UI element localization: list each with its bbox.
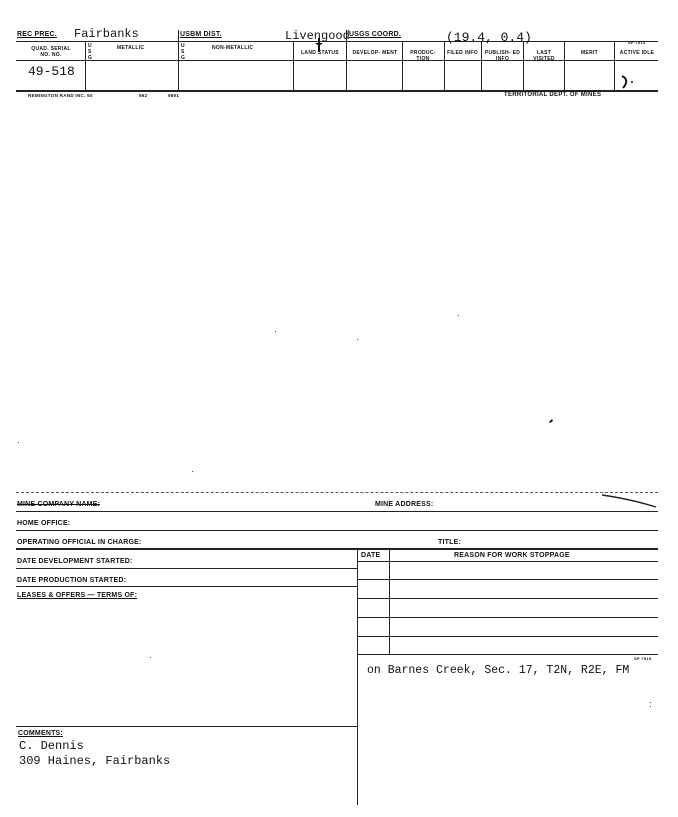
divider-last	[564, 41, 565, 90]
divider-merit	[614, 41, 615, 90]
col-active-idle: ACTIVE IDLE	[619, 50, 655, 56]
department-name: TERRITORIAL DEPT. OF MINES	[504, 92, 602, 98]
serial-number: 49-518	[28, 64, 75, 79]
divider-usbm	[178, 30, 179, 90]
home-office-label: HOME OFFICE:	[17, 520, 71, 527]
col-nonmetallic: NON-METALLIC	[212, 45, 254, 51]
col-development: DEVELOP- MENT	[352, 50, 398, 56]
date-column-divider	[389, 549, 390, 654]
dev-started-label: DATE DEVELOPMENT STARTED:	[17, 558, 133, 565]
col-published-info: PUBLISH- ED INFO	[484, 50, 521, 62]
col-metallic: METALLIC	[117, 45, 145, 51]
divider-filed	[481, 41, 482, 90]
rule-table-3	[357, 617, 658, 618]
col-quad-serial: QUAD. SERIAL NO. NO.	[31, 46, 71, 58]
rule-dev	[16, 568, 357, 569]
divider-land	[293, 41, 294, 90]
speck	[357, 339, 358, 340]
location-text: on Barnes Creek, Sec. 17, T2N, R2E, FM	[367, 664, 630, 677]
printer-mark: REMINGTON RAND INC. 50	[28, 93, 93, 98]
rule-official	[16, 548, 658, 550]
printer-code-1: 562	[139, 93, 148, 98]
speck	[650, 702, 651, 703]
rec-prec-label: REC PREC.	[17, 31, 57, 38]
col-usg-nonmetallic: U S G	[181, 43, 186, 61]
rule-comments	[16, 726, 357, 727]
reason-column-header: REASON FOR WORK STOPPAGE	[454, 552, 570, 559]
col-filed-info: FILED INFO	[447, 50, 478, 56]
divider-pub	[523, 41, 524, 90]
ink-blot	[548, 418, 554, 424]
prod-started-label: DATE PRODUCTION STARTED:	[17, 577, 127, 584]
usbm-dist-label: USBM DIST.	[180, 31, 222, 38]
speck	[458, 315, 459, 316]
date-column-header: DATE	[361, 552, 381, 559]
printer-code-2: 5601	[168, 93, 180, 98]
corner-curl-icon	[600, 491, 660, 509]
comments-label: COMMENTS:	[18, 730, 63, 737]
speck	[192, 471, 193, 472]
rec-prec-value: Fairbanks	[74, 27, 139, 41]
mine-address-label: MINE ADDRESS:	[375, 501, 434, 508]
active-idle-mark-icon	[618, 74, 638, 90]
col-merit: MERIT	[580, 50, 599, 56]
rule-table-4	[357, 636, 658, 637]
comment-line-1: C. Dennis	[19, 739, 84, 753]
rule-company	[16, 511, 658, 512]
pin-mark-icon	[313, 38, 325, 54]
leases-label: LEASES & OFFERS — TERMS OF:	[17, 592, 138, 599]
col-usg-metallic: U S G	[88, 43, 93, 61]
speck	[650, 706, 651, 707]
rule-table-2	[357, 598, 658, 599]
rule-home	[16, 530, 658, 531]
operating-official-label: OPERATING OFFICIAL IN CHARGE:	[17, 539, 142, 546]
comment-line-2: 309 Haines, Fairbanks	[19, 754, 171, 768]
col-production: PRODUC- TION	[410, 50, 436, 62]
form-number-top: SP 7514	[628, 40, 646, 45]
rule-prod	[16, 586, 357, 587]
divider-dev	[402, 41, 403, 90]
usgs-coord-value: (19.4, 0.4)	[446, 30, 532, 45]
rule-table-5	[357, 654, 658, 655]
speck	[18, 442, 19, 443]
company-name-label: MINE COMPANY NAME:	[17, 501, 101, 508]
rule-table-header	[357, 561, 658, 562]
col-land-status: LAND STATUS	[301, 50, 339, 56]
vertical-split	[357, 549, 358, 805]
card-top-edge	[16, 492, 658, 493]
form-number-lower: SP 7515	[634, 656, 652, 661]
speck	[150, 657, 151, 658]
divider-usgs	[346, 30, 347, 90]
divider-prod	[444, 41, 445, 90]
usbm-dist-value: Livengood	[285, 29, 350, 43]
usgs-coord-label: USGS COORD.	[349, 31, 401, 38]
title-label: TITLE:	[438, 539, 461, 546]
speck	[275, 331, 276, 332]
rule-table-1	[357, 579, 658, 580]
col-last-visited: LAST VISITED	[533, 50, 555, 62]
divider-serial	[85, 41, 86, 90]
